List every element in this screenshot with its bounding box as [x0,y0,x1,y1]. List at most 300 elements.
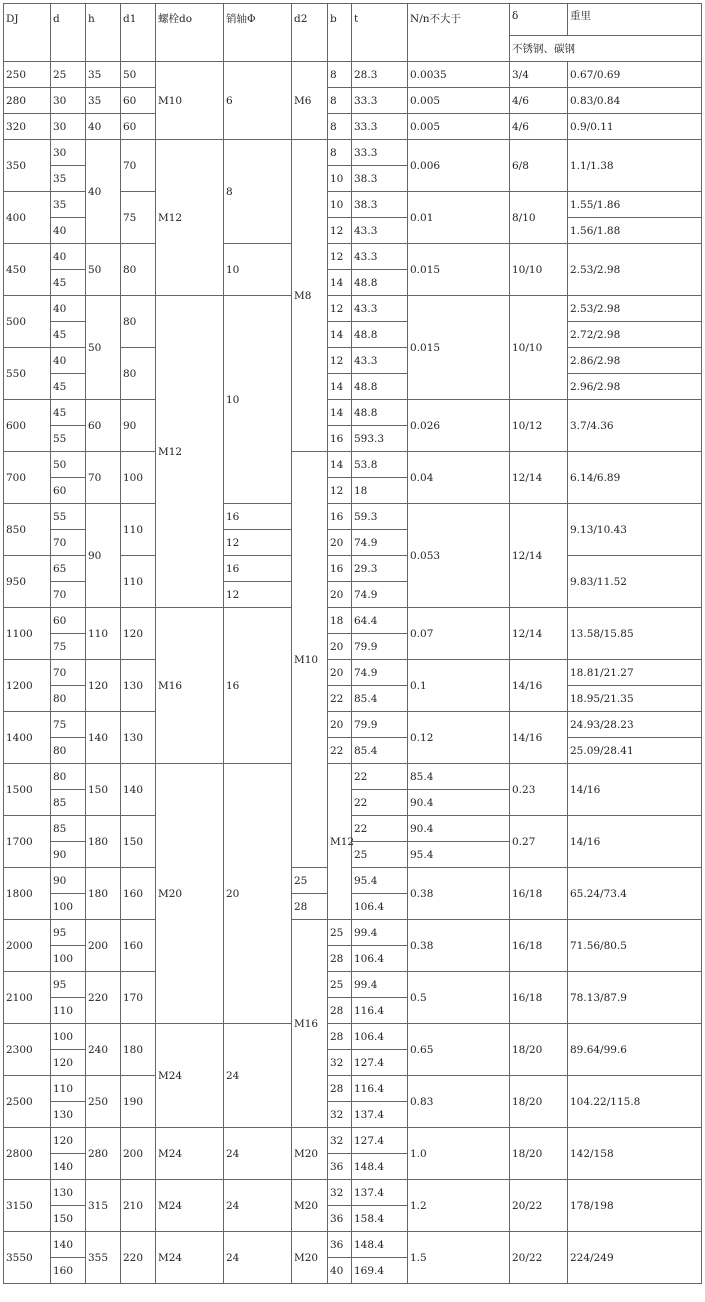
weight-cell: 2.86/2.98 [568,348,702,374]
h-cell: 355 [86,1232,121,1284]
table-row [4,62,702,88]
bolt-cell: M16 [156,608,224,764]
t-cell: 48.8 [352,322,408,348]
table-row [4,972,702,998]
table-row [4,88,702,114]
table-row [4,296,702,322]
d-cell: 35 [51,166,86,192]
dj-cell: 2300 [4,1024,51,1076]
header-bolt: 螺栓do [156,4,224,62]
weight-cell: 89.64/99.6 [568,1024,702,1076]
b-cell: 14 [328,322,352,348]
table-row [4,660,702,686]
h-cell: 50 [86,244,121,296]
nn-cell: 0.5 [408,972,510,1024]
d-cell: 40 [51,244,86,270]
b-cell: 12 [328,244,352,270]
nn-cell: 0.04 [408,452,510,504]
weight-cell: 9.13/10.43 [568,504,702,556]
d-cell: 60 [51,478,86,504]
t-cell: 95.4 [352,868,408,894]
dj-cell: 3550 [4,1232,51,1284]
nn-cell: 0.1 [408,660,510,712]
d-cell: 70 [51,582,86,608]
h-cell: 250 [86,1076,121,1128]
delta-cell: 20/22 [510,1180,568,1232]
table-row [4,504,702,530]
dj-cell: 3150 [4,1180,51,1232]
b-cell: 36 [328,1154,352,1180]
nn-cell: 1.5 [408,1232,510,1284]
header-h: h [86,4,121,62]
d1-cell: 200 [121,1128,156,1180]
t-cell: 106.4 [352,894,408,920]
bolt-cell: M24 [156,1128,224,1180]
weight-cell: 2.72/2.98 [568,322,702,348]
t-cell: 116.4 [352,1076,408,1102]
bolt-cell: M10 [156,62,224,140]
dj-cell: 450 [4,244,51,296]
b-cell: 12 [328,218,352,244]
d-cell: 150 [51,1206,86,1232]
d2-cell: M12 [328,764,352,920]
weight-cell: 9.83/11.52 [568,556,702,608]
pin-cell: 16 [224,504,292,530]
table-row [4,400,702,426]
delta-cell: 12/14 [510,608,568,660]
t-cell: 43.3 [352,244,408,270]
dj-cell: 1400 [4,712,51,764]
h-cell: 180 [86,816,121,868]
pin-cell: 12 [224,530,292,556]
dj-cell: 250 [4,62,51,88]
h-cell: 150 [86,764,121,816]
table-row [4,114,702,140]
weight-cell: 78.13/87.9 [568,972,702,1024]
t-cell: 106.4 [352,946,408,972]
delta-cell: 12/14 [510,452,568,504]
pin-cell: 6 [224,62,292,140]
table-row [4,1076,702,1102]
weight-cell: 0.9/0.11 [568,114,702,140]
d1-cell: 75 [121,192,156,244]
b-cell: 8 [328,140,352,166]
d-cell: 55 [51,426,86,452]
delta-cell: 3/4 [510,62,568,88]
t-cell: 106.4 [352,1024,408,1050]
pin-cell: 24 [224,1180,292,1232]
d-cell: 40 [51,218,86,244]
delta-cell: 18/20 [510,1128,568,1180]
header-d1: d1 [121,4,156,62]
d-cell: 30 [51,114,86,140]
table-row [4,920,702,946]
delta-cell: 10/10 [510,296,568,400]
d-cell: 65 [51,556,86,582]
h-cell: 60 [86,400,121,452]
pin-cell: 16 [224,608,292,764]
weight-cell: 178/198 [568,1180,702,1232]
nn-cell: 0.053 [408,504,510,608]
d-cell: 100 [51,1024,86,1050]
t-cell: 148.4 [352,1232,408,1258]
delta-cell: 16/18 [510,920,568,972]
d-cell: 100 [51,894,86,920]
d-cell: 90 [51,842,86,868]
weight-cell: 142/158 [568,1128,702,1180]
d1-cell: 60 [121,88,156,114]
b-cell: 12 [328,348,352,374]
weight-cell: 224/249 [568,1232,702,1284]
t-cell: 79.9 [352,712,408,738]
d1-cell: 80 [121,244,156,296]
d1-cell: 120 [121,608,156,660]
d2-cell: M16 [292,920,328,1128]
delta-cell: 18/20 [510,1076,568,1128]
b-cell: 25 [352,842,408,868]
t-cell: 99.4 [352,972,408,998]
delta-cell: 12/14 [510,504,568,608]
b-cell: 14 [328,374,352,400]
dj-cell: 2800 [4,1128,51,1180]
weight-cell: 104.22/115.8 [568,1076,702,1128]
nn-cell: 0.65 [408,1024,510,1076]
b-cell: 10 [328,166,352,192]
d-cell: 80 [51,764,86,790]
d-cell: 40 [51,348,86,374]
t-cell: 74.9 [352,660,408,686]
t-cell: 48.8 [352,374,408,400]
pin-cell: 16 [224,556,292,582]
t-cell: 137.4 [352,1102,408,1128]
b-cell: 20 [328,712,352,738]
table-row [4,868,702,894]
d-cell: 45 [51,374,86,400]
t-cell: 29.3 [352,556,408,582]
d2-cell: M6 [292,62,328,140]
t-cell: 79.9 [352,634,408,660]
d2-cell: M10 [292,452,328,868]
t-cell: 85.4 [352,738,408,764]
d-cell: 75 [51,712,86,738]
b-cell: 36 [328,1206,352,1232]
d1-cell: 80 [121,348,156,400]
h-cell: 40 [86,114,121,140]
delta-cell: 10/10 [510,244,568,296]
delta-cell: 14/16 [568,816,702,868]
table-row [4,1128,702,1154]
bolt-cell: M12 [156,296,224,608]
pin-cell: 10 [224,296,292,504]
b-cell: 8 [328,114,352,140]
nn-cell: 0.27 [510,816,568,868]
t-cell: 90.4 [408,816,510,842]
d-cell: 30 [51,140,86,166]
table-row [4,608,702,634]
weight-cell: 25.09/28.41 [568,738,702,764]
d-cell: 100 [51,946,86,972]
spec-table [3,3,702,1284]
d-cell: 130 [51,1180,86,1206]
delta-cell: 16/18 [510,972,568,1024]
t-cell: 28.3 [352,62,408,88]
t-cell: 33.3 [352,140,408,166]
dj-cell: 2500 [4,1076,51,1128]
b-cell: 16 [328,426,352,452]
pin-cell: 8 [224,140,292,244]
d1-cell: 220 [121,1232,156,1284]
h-cell: 70 [86,452,121,504]
d-cell: 95 [51,920,86,946]
t-cell: 85.4 [408,764,510,790]
nn-cell: 0.38 [408,868,510,920]
d1-cell: 110 [121,556,156,608]
pin-cell: 24 [224,1128,292,1180]
dj-cell: 2000 [4,920,51,972]
table-row [4,1180,702,1206]
d-cell: 85 [51,790,86,816]
t-cell: 59.3 [352,504,408,530]
t-cell: 90.4 [408,790,510,816]
pin-cell: 24 [224,1232,292,1284]
nn-cell: 0.005 [408,88,510,114]
h-cell: 140 [86,712,121,764]
dj-cell: 950 [4,556,51,608]
nn-cell: 0.015 [408,244,510,296]
d1-cell: 70 [121,140,156,192]
weight-cell: 2.53/2.98 [568,244,702,296]
b-cell: 25 [292,868,328,894]
b-cell: 22 [352,816,408,842]
nn-cell: 0.005 [408,114,510,140]
h-cell: 315 [86,1180,121,1232]
weight-cell: 71.56/80.5 [568,920,702,972]
d1-cell: 190 [121,1076,156,1128]
bolt-cell: M12 [156,140,224,296]
d-cell: 110 [51,1076,86,1102]
d-cell: 140 [51,1232,86,1258]
d1-cell: 60 [121,114,156,140]
bolt-cell: M24 [156,1180,224,1232]
d1-cell: 160 [121,868,156,920]
d1-cell: 160 [121,920,156,972]
b-cell: 22 [352,790,408,816]
b-cell: 28 [292,894,328,920]
d-cell: 45 [51,270,86,296]
weight-cell: 3.7/4.36 [568,400,702,452]
t-cell: 127.4 [352,1128,408,1154]
d1-cell: 90 [121,400,156,452]
h-cell: 120 [86,660,121,712]
delta-cell: 14/16 [510,660,568,712]
weight-cell: 65.24/73.4 [568,868,702,920]
b-cell: 16 [328,556,352,582]
d2-cell: M20 [292,1232,328,1284]
weight-cell: 24.93/28.23 [568,712,702,738]
bolt-cell: M24 [156,1232,224,1284]
d1-cell: 130 [121,712,156,764]
dj-cell: 700 [4,452,51,504]
t-cell: 127.4 [352,1050,408,1076]
nn-cell: 0.026 [408,400,510,452]
dj-cell: 280 [4,88,51,114]
dj-cell: 400 [4,192,51,244]
dj-cell: 1800 [4,868,51,920]
dj-cell: 600 [4,400,51,452]
t-cell: 38.3 [352,166,408,192]
table-row [4,452,702,478]
bolt-cell: M24 [156,1024,224,1128]
header-d2: d2 [292,4,328,62]
delta-cell: 4/6 [510,114,568,140]
dj-cell: 1700 [4,816,51,868]
nn-cell: 1.0 [408,1128,510,1180]
d-cell: 70 [51,530,86,556]
h-cell: 50 [86,296,121,400]
d-cell: 30 [51,88,86,114]
nn-cell: 0.01 [408,192,510,244]
header-delta: δ [510,4,568,36]
weight-cell: 18.95/21.35 [568,686,702,712]
header-pin: 销轴Φ [224,4,292,62]
t-cell: 116.4 [352,998,408,1024]
b-cell: 20 [328,660,352,686]
dj-cell: 850 [4,504,51,556]
d-cell: 95 [51,972,86,998]
delta-cell: 20/22 [510,1232,568,1284]
table-row [4,1024,702,1050]
b-cell: 8 [328,62,352,88]
t-cell: 43.3 [352,348,408,374]
d-cell: 140 [51,1154,86,1180]
t-cell: 593.3 [352,426,408,452]
b-cell: 36 [328,1232,352,1258]
t-cell: 38.3 [352,192,408,218]
b-cell: 20 [328,530,352,556]
pin-cell: 10 [224,244,292,296]
b-cell: 14 [328,270,352,296]
pin-cell: 24 [224,1024,292,1128]
dj-cell: 320 [4,114,51,140]
nn-cell: 0.0035 [408,62,510,88]
b-cell: 28 [328,1076,352,1102]
h-cell: 280 [86,1128,121,1180]
t-cell: 137.4 [352,1180,408,1206]
b-cell: 32 [328,1180,352,1206]
t-cell: 95.4 [408,842,510,868]
b-cell: 18 [328,608,352,634]
nn-cell: 0.006 [408,140,510,192]
delta-cell: 14/16 [510,712,568,764]
t-cell: 99.4 [352,920,408,946]
t-cell: 43.3 [352,296,408,322]
d-cell: 55 [51,504,86,530]
d-cell: 85 [51,816,86,842]
b-cell: 32 [328,1102,352,1128]
d-cell: 160 [51,1258,86,1284]
t-cell: 74.9 [352,582,408,608]
b-cell: 18 [352,478,408,504]
dj-cell: 1200 [4,660,51,712]
d1-cell: 100 [121,452,156,504]
d-cell: 35 [51,192,86,218]
weight-cell: 1.55/1.86 [568,192,702,218]
header-d: d [51,4,86,62]
h-cell: 40 [86,140,121,244]
d1-cell: 210 [121,1180,156,1232]
b-cell: 20 [328,634,352,660]
delta-cell: 8/10 [510,192,568,244]
d-cell: 80 [51,738,86,764]
table-row [4,244,702,270]
weight-cell: 1.56/1.88 [568,218,702,244]
t-cell: 169.4 [352,1258,408,1284]
b-cell: 32 [328,1050,352,1076]
t-cell: 33.3 [352,88,408,114]
d1-cell: 150 [121,816,156,868]
nn-cell: 0.23 [510,764,568,816]
b-cell: 14 [328,400,352,426]
h-cell: 240 [86,1024,121,1076]
header-b: b [328,4,352,62]
b-cell: 14 [328,452,352,478]
h-cell: 110 [86,608,121,660]
b-cell: 22 [328,686,352,712]
dj-cell: 500 [4,296,51,348]
h-cell: 35 [86,62,121,88]
d-cell: 70 [51,660,86,686]
b-cell: 16 [328,504,352,530]
nn-cell: 0.015 [408,296,510,400]
d-cell: 80 [51,686,86,712]
header-weight: 重里 [568,4,702,36]
table-row [4,764,702,790]
b-cell: 10 [328,192,352,218]
d1-cell: 80 [121,296,156,348]
d-cell: 40 [51,296,86,322]
d1-cell: 140 [121,764,156,816]
delta-cell: 16/18 [510,868,568,920]
d-cell: 60 [51,608,86,634]
header-row [4,4,702,36]
b-cell: 40 [328,1258,352,1284]
weight-cell: 0.67/0.69 [568,62,702,88]
weight-cell: 0.83/0.84 [568,88,702,114]
header-dj: DJ [4,4,51,62]
weight-cell: 18.81/21.27 [568,660,702,686]
weight-cell: 1.1/1.38 [568,140,702,192]
table-body [4,4,702,1284]
dj-cell: 2100 [4,972,51,1024]
d1-cell: 110 [121,504,156,556]
pin-cell: 12 [328,478,352,504]
d-cell: 45 [51,322,86,348]
d1-cell: 170 [121,972,156,1024]
d-cell: 120 [51,1050,86,1076]
delta-cell: 10/12 [510,400,568,452]
t-cell: 53.8 [352,452,408,478]
d-cell: 90 [51,868,86,894]
pin-cell: 12 [224,582,292,608]
b-cell: 22 [352,764,408,790]
bolt-cell: M20 [156,764,224,1024]
delta-cell: 4/6 [510,88,568,114]
weight-cell: 2.53/2.98 [568,296,702,322]
header-material: 不锈钢、碳钢 [510,36,702,62]
t-cell: 33.3 [352,114,408,140]
d-cell: 50 [51,452,86,478]
delta-cell: 6/8 [510,140,568,192]
